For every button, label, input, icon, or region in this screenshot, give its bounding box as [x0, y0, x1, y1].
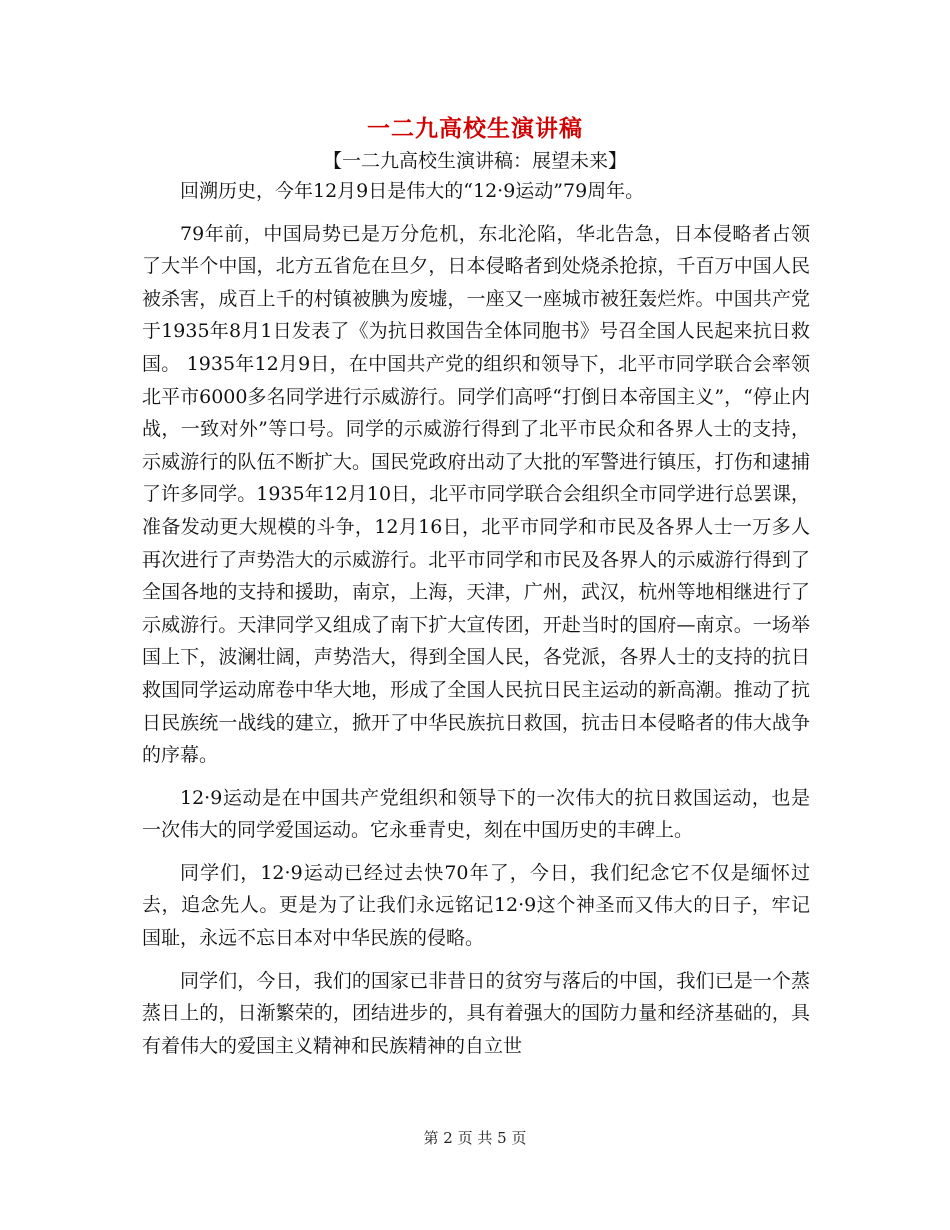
document-subtitle: 【一二九高校生演讲稿：展望未来】	[322, 150, 627, 172]
paragraph: 同学们，今日，我们的国家已非昔日的贫穷与落后的中国，我们已是一个蒸蒸日上的，日渐繁荣的，团结进步的，具有着强大的国防力量和经济基础的，具有着伟大的爱国主义精神和民族精神的自立世	[142, 969, 810, 1057]
document-title: 一二九高校生演讲稿	[367, 115, 583, 142]
page-number-footer: 第 2 页 共 5 页	[423, 1129, 527, 1147]
paragraph: 回溯历史，今年12月9日是伟大的“12·9运动”79周年。	[180, 180, 645, 202]
document-body	[142, 175, 810, 1072]
paragraph: 12·9运动是在中国共产党组织和领导下的一次伟大的抗日救国运动，也是一次伟大的同学爱国运动。它永垂青史，刻在中国历史的丰碑上。	[142, 786, 810, 842]
paragraph: 同学们，12·9运动已经过去快70年了，今日，我们纪念它不仅是缅怀过去，追念先人。更是为了让我们永远铭记12·9这个神圣而又伟大的日子，牢记国耻，永远不忘日本对中华民族的侵略。	[142, 861, 810, 950]
paragraph: 79年前，中国局势已是万分危机，东北沦陷，华北告急，日本侵略者占领了大半个中国，北方五省危在旦夕，日本侵略者到处烧杀抢掠，千百万中国人民被杀害，成百上千的村镇被腆为废墟，一座又一座城市被狂轰烂炸。中国共产党于1935年8月1日发表了《为抗日救国告全体同胞书》号召全国人民起来抗日救国。 1935年12月9日，在中国共产党的组织和领导下，北平市同学联合会率领北平市6000多名同学进行示威游行。同学们高呼“打倒日本帝国主义”，“停止内战，一致对外”等口号。同学的示威游行得到了北平市民众和各界人士的支持，示威游行的队伍不断扩大。国民党政府出动了大批的军警进行镇压，打伤和逮捕了许多同学。1935年12月10日，北平市同学联合会组织全市同学进行总罢课，准备发动更大规模的斗争，12月16日，北平市同学和市民及各界人士一万多人再次进行了声势浩大的示威游行。北平市同学和市民及各界人的示威游行得到了全国各地的支持和援助，南京，上海，天津，广州，武汉，杭州等地相继进行了示威游行。天津同学又组成了南下扩大宣传团，开赴当时的国府—南京。一场举国上下，波澜壮阔，声势浩大，得到全国人民，各党派，各界人士的支持的抗日救国同学运动席卷中华大地，形成了全国人民抗日民主运动的新高潮。推动了抗日民族统一战线的建立，掀开了中华民族抗日救国，抗击日本侵略者的伟大战争的序幕。	[142, 222, 810, 767]
